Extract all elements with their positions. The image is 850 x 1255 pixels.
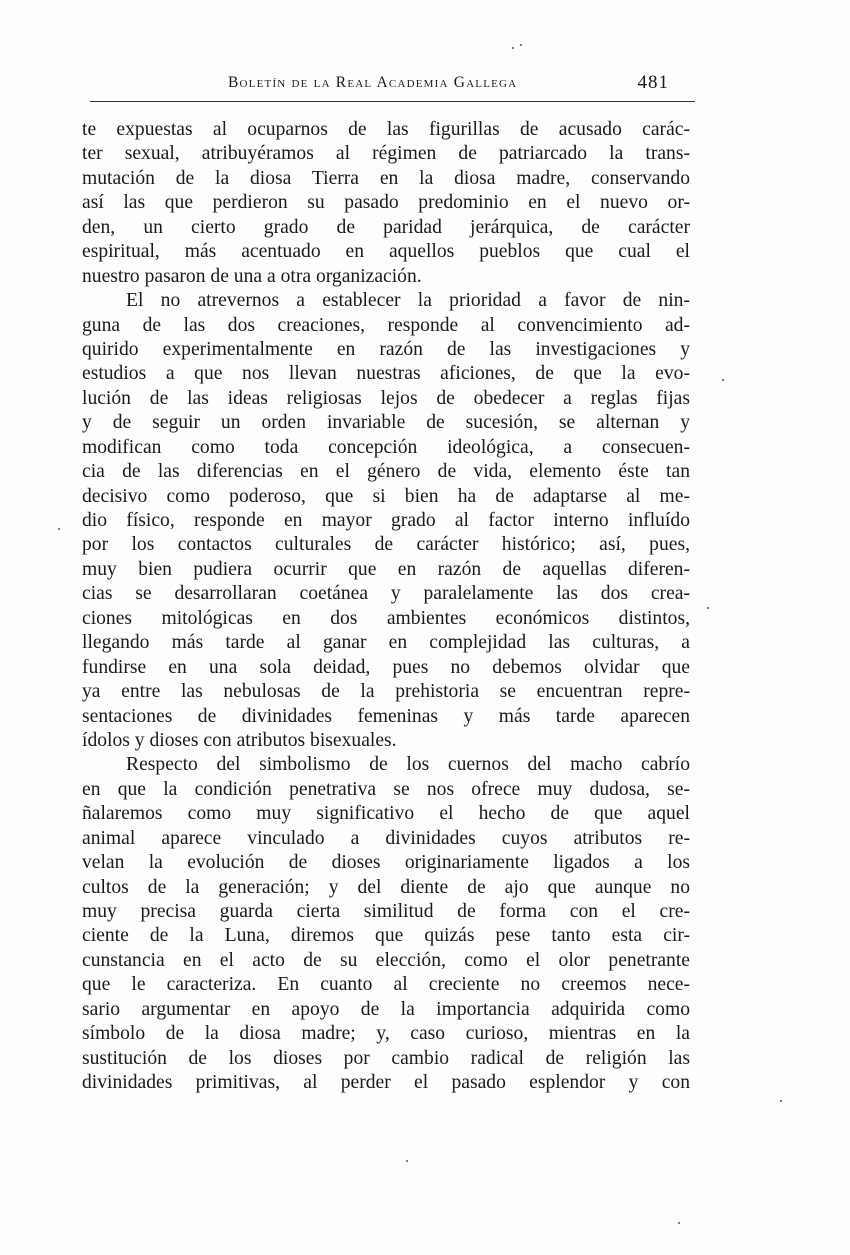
scan-speck: [58, 528, 60, 530]
text-line: nuestro pasaron de una a otra organización.: [82, 265, 422, 287]
text-line: muy precisa guarda cierta similitud de forma con el cre-: [82, 901, 690, 922]
text-line: decisivo como poderoso, que si bien ha de adaptarse al me-: [82, 485, 690, 507]
text-line: ter sexual, atribuyéramos al régimen de patriarcado la trans-: [82, 143, 690, 165]
scan-speck: [512, 47, 514, 49]
running-head: [90, 74, 695, 100]
text-line: espiritual, más acentuado en aquellos pueblos que cual el: [82, 241, 690, 263]
text-line: ciones mitológicas en dos ambientes económicos distintos,: [82, 607, 690, 629]
text-line: llegando más tarde al ganar en complejidad las culturas, a: [82, 632, 690, 654]
text-line: cias se desarrollaran coetánea y paralelamente las dos crea-: [82, 583, 690, 605]
page-number: 481: [637, 72, 669, 93]
text-line: modifican como toda concepción ideológica, a consecuen-: [82, 436, 690, 458]
running-title: Boletín de la Real Academia Gallega: [228, 74, 518, 91]
scan-speck: [780, 1100, 782, 1102]
text-line: den, un cierto grado de paridad jerárquica, de carácter: [82, 216, 690, 238]
text-line: sustitución de los dioses por cambio radical de religión las: [82, 1047, 690, 1069]
text-line: por los contactos culturales de carácter histórico; así, pues,: [82, 534, 690, 556]
text-line: cultos de la generación; y del diente de ajo que aunque no: [82, 876, 690, 898]
text-line: que le caracteriza. En cuanto al creciente no creemos nece-: [82, 974, 690, 996]
text-line: cunstancia en el acto de su elección, como el olor penetrante: [82, 949, 690, 971]
text-line: lución de las ideas religiosas lejos de obedecer a reglas fijas: [82, 387, 690, 409]
body-text: [82, 118, 690, 1096]
text-line: símbolo de la diosa madre; y, caso curioso, mientras en la: [82, 1023, 690, 1045]
text-line: animal aparece vinculado a divinidades cuyos atributos re-: [82, 827, 690, 849]
scan-speck: [406, 1160, 408, 1162]
text-line: sario argumentar en apoyo de la importancia adquirida como: [82, 998, 690, 1020]
text-line: Respecto del simbolismo de los cuernos del macho cabrío: [126, 754, 690, 776]
text-line: en que la condición penetrativa se nos ofrece muy dudosa, se-: [82, 778, 690, 800]
text-line: así las que perdieron su pasado predominio en el nuevo or-: [82, 192, 690, 214]
header-rule: [90, 101, 695, 102]
text-line: ciente de la Luna, diremos que quizás pese tanto esta cir-: [82, 925, 690, 947]
text-line: velan la evolución de dioses originariamente ligados a los: [82, 852, 690, 874]
text-line: divinidades primitivas, al perder el pasado esplendor y con: [82, 1072, 690, 1094]
text-line: y de seguir un orden invariable de sucesión, se alternan y: [82, 412, 690, 434]
text-line: cia de las diferencias en el género de vida, elemento éste tan: [82, 461, 690, 483]
scan-speck: [678, 1222, 680, 1224]
text-line: fundirse en una sola deidad, pues no debemos olvidar que: [82, 656, 690, 678]
text-line: ñalaremos como muy significativo el hecho de que aquel: [82, 803, 690, 825]
text-line: estudios a que nos llevan nuestras aficiones, de que la evo-: [82, 363, 690, 385]
text-line: El no atrevernos a establecer la prioridad a favor de nin-: [126, 290, 690, 312]
scan-speck: [722, 379, 724, 381]
text-line: te expuestas al ocuparnos de las figurillas de acusado carác-: [82, 119, 690, 140]
scan-speck: [520, 44, 522, 46]
text-line: ya entre las nebulosas de la prehistoria se encuentran repre-: [82, 681, 690, 703]
text-line: mutación de la diosa Tierra en la diosa madre, conservando: [82, 167, 690, 189]
text-line: muy bien pudiera ocurrir que en razón de aquellas diferen-: [82, 558, 690, 580]
text-line: quirido experimentalmente en razón de las investigaciones y: [82, 338, 690, 360]
scan-speck: [707, 607, 709, 609]
text-line: dio físico, responde en mayor grado al factor interno influído: [82, 510, 690, 531]
text-line: sentaciones de divinidades femeninas y más tarde aparecen: [82, 705, 690, 727]
text-line: guna de las dos creaciones, responde al convencimiento ad-: [82, 314, 690, 336]
text-line: ídolos y dioses con atributos bisexuales.: [82, 729, 397, 751]
